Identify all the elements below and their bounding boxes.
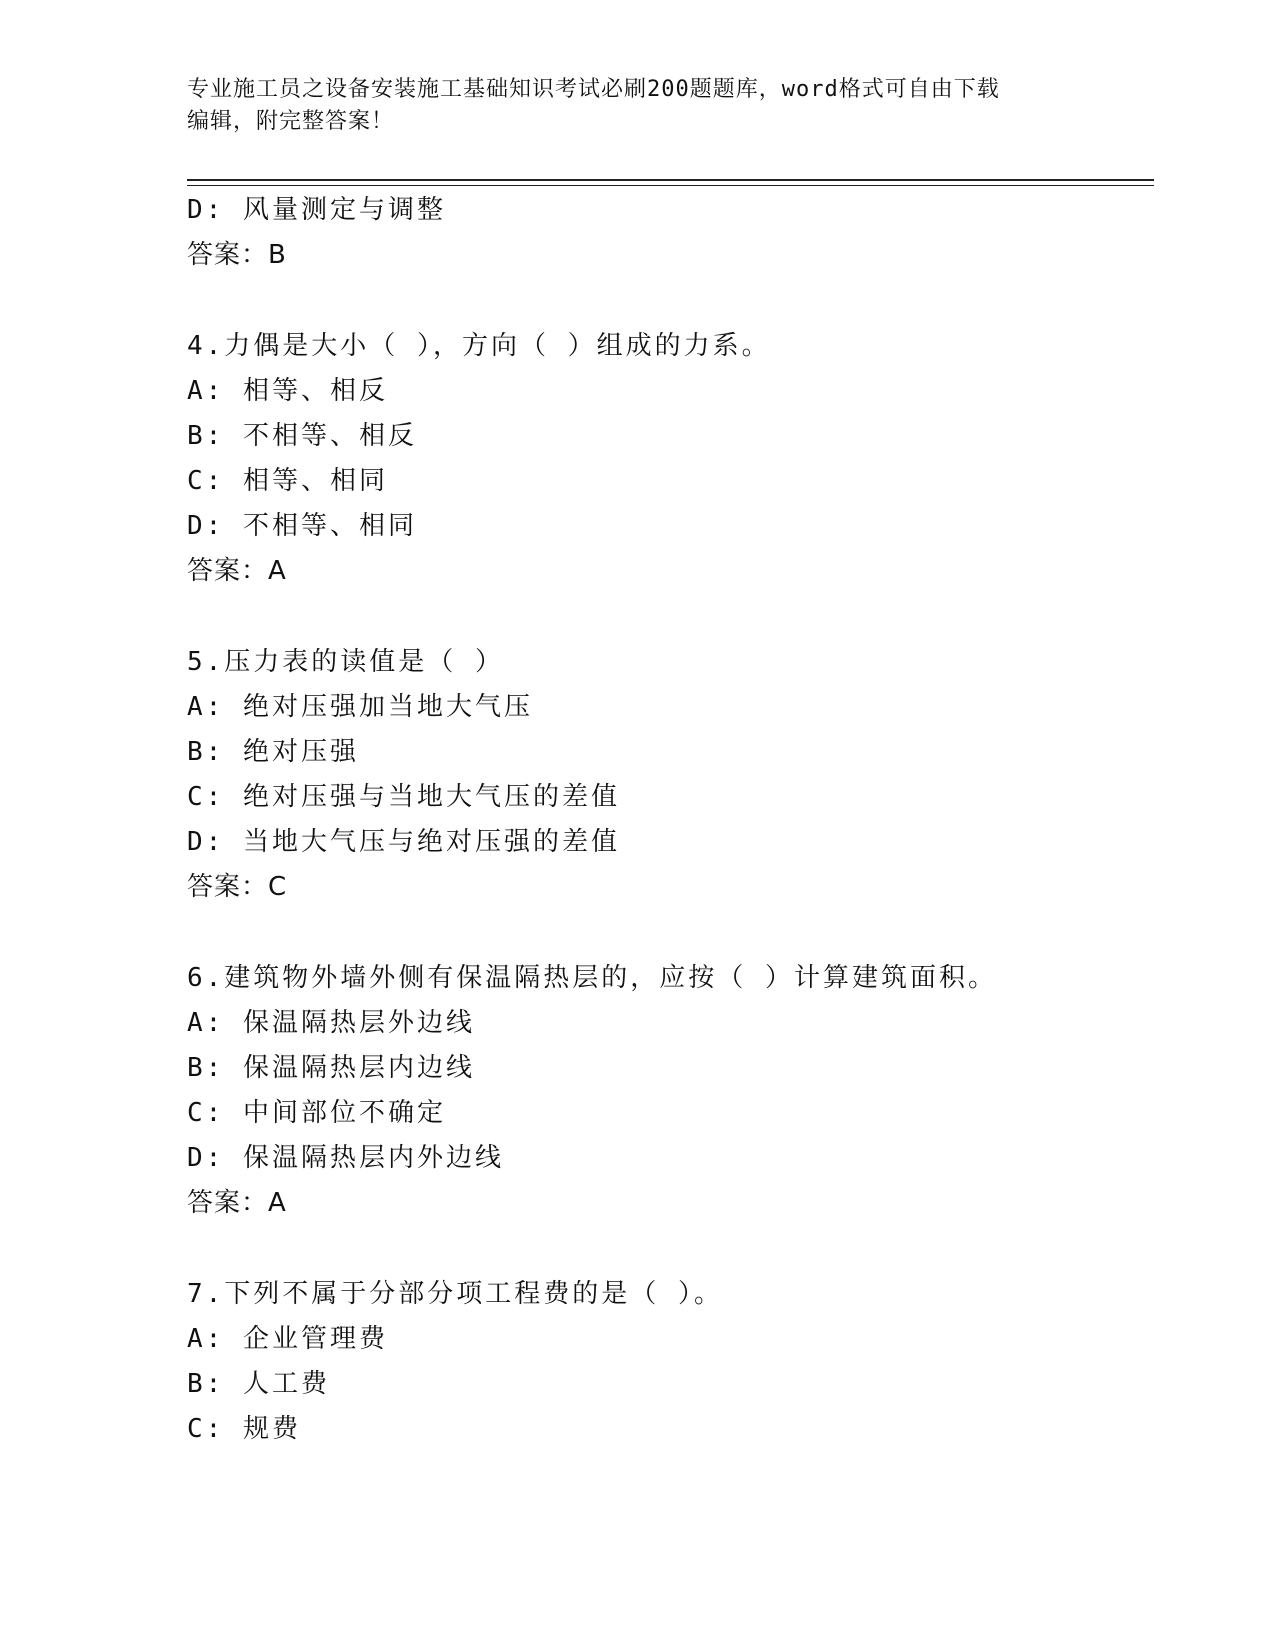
option-b: B: 保温隔热层内边线 — [187, 1053, 475, 1083]
option-a: A: 企业管理费 — [187, 1324, 388, 1354]
answer: 答案：C — [187, 872, 288, 902]
header-line-2: 编辑，附完整答案！ — [187, 109, 395, 134]
answer: 答案：A — [187, 1188, 287, 1218]
question-4 — [187, 324, 1147, 594]
option-b: B: 不相等、相反 — [187, 421, 417, 451]
spacer — [187, 910, 1147, 956]
option-d: D: 保温隔热层内外边线 — [187, 1143, 504, 1173]
question-5 — [187, 640, 1147, 910]
question-list — [187, 188, 1147, 1452]
option-a: A: 保温隔热层外边线 — [187, 1008, 475, 1038]
answer: 答案：B — [187, 240, 287, 270]
question-text: 6.建筑物外墙外侧有保温隔热层的，应按（ ）计算建筑面积。 — [187, 963, 997, 993]
option-c: C: 相等、相同 — [187, 466, 388, 496]
option-a: A: 相等、相反 — [187, 376, 388, 406]
header-line-1: 专业施工员之设备安装施工基础知识考试必刷200题题库，word格式可自由下载 — [187, 77, 1000, 102]
option-d: D: 不相等、相同 — [187, 511, 417, 541]
spacer — [187, 278, 1147, 324]
option-a: A: 绝对压强加当地大气压 — [187, 692, 533, 722]
option-b: B: 人工费 — [187, 1369, 330, 1399]
question-3 — [187, 188, 1147, 278]
page-header — [187, 74, 1077, 138]
question-7 — [187, 1272, 1147, 1452]
option-c: C: 规费 — [187, 1414, 301, 1444]
option-d: D: 当地大气压与绝对压强的差值 — [187, 827, 620, 857]
question-text: 7.下列不属于分部分项工程费的是（ ）。 — [187, 1279, 723, 1309]
option-c: C: 绝对压强与当地大气压的差值 — [187, 782, 620, 812]
header-divider-thin — [187, 185, 1154, 186]
question-text: 5.压力表的读值是（ ） — [187, 647, 504, 677]
option-c: C: 中间部位不确定 — [187, 1098, 446, 1128]
spacer — [187, 1226, 1147, 1272]
option-b: B: 绝对压强 — [187, 737, 359, 767]
spacer — [187, 594, 1147, 640]
answer: 答案：A — [187, 556, 287, 586]
option-d: D: 风量测定与调整 — [187, 195, 446, 225]
question-6 — [187, 956, 1147, 1226]
header-divider-thick — [187, 179, 1154, 181]
question-text: 4.力偶是大小（ ），方向（ ）组成的力系。 — [187, 331, 771, 361]
